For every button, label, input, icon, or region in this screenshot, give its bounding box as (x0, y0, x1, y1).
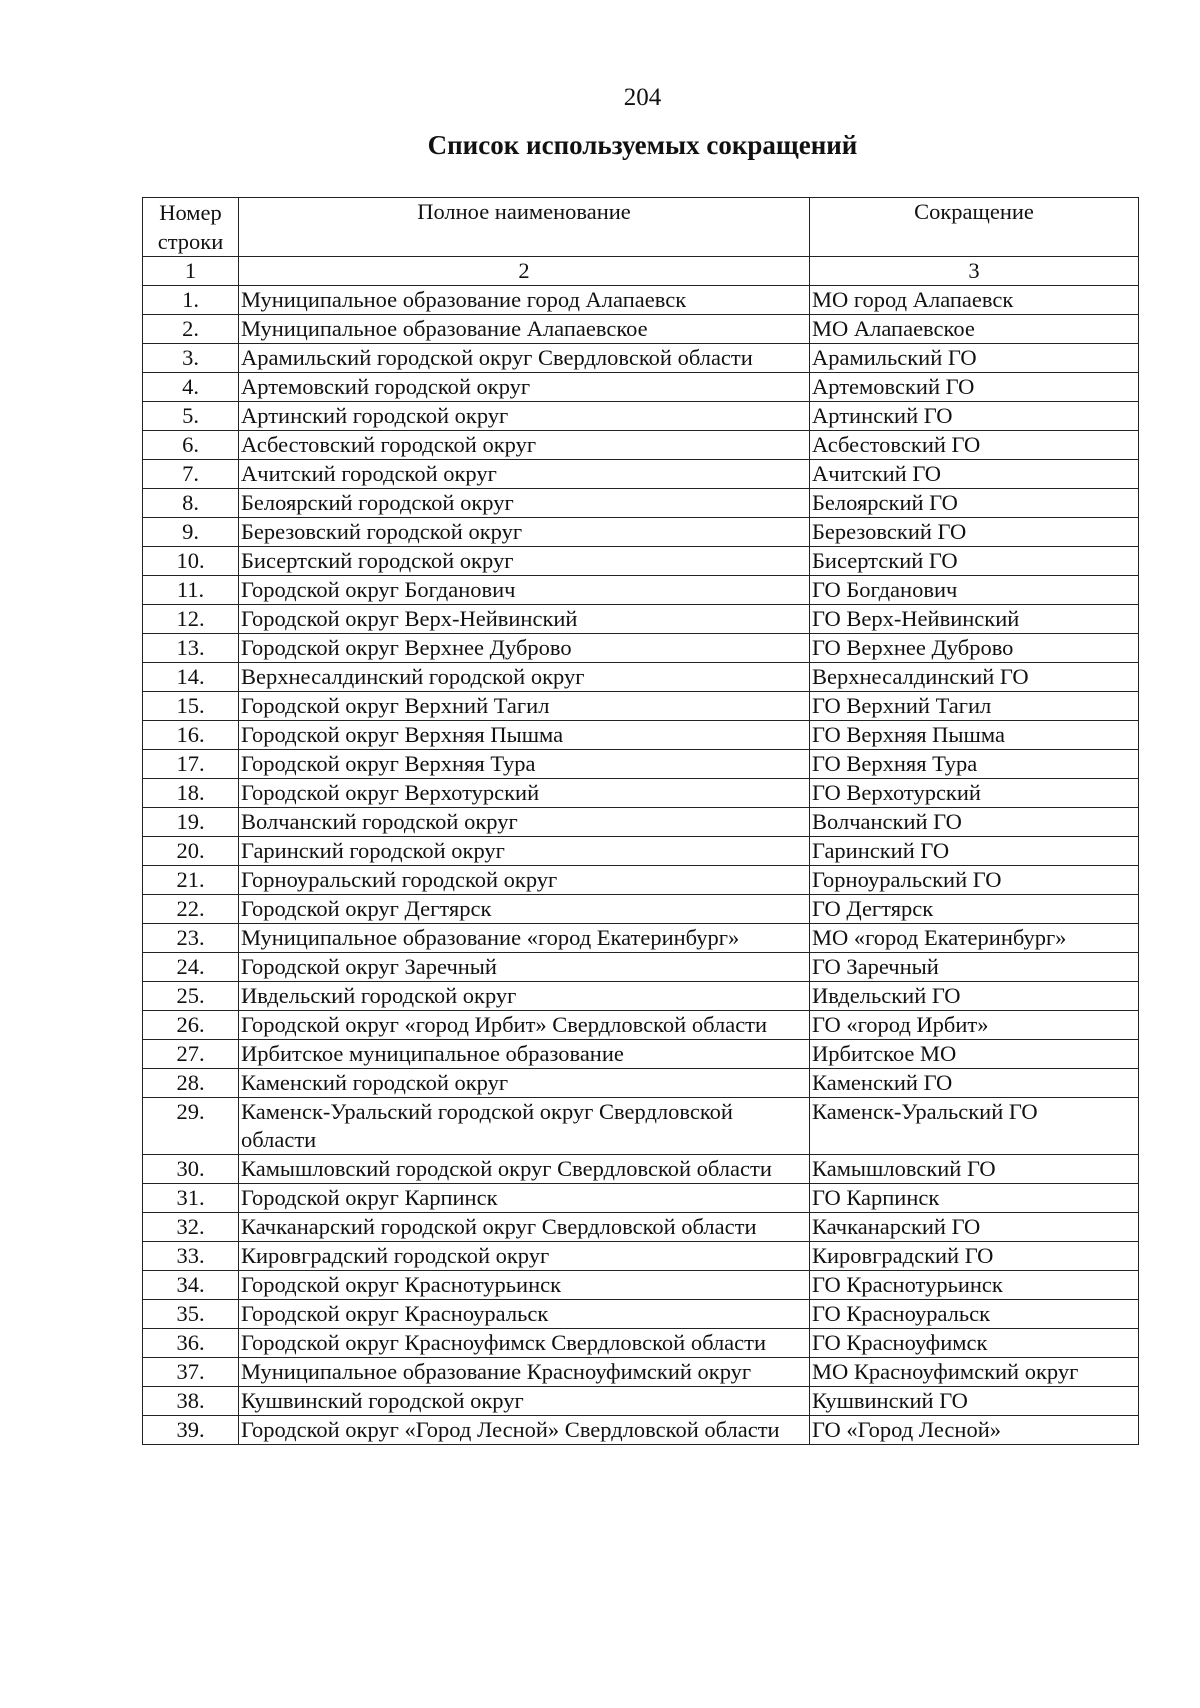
row-number-cell: 28. (143, 1069, 239, 1098)
table-row (143, 663, 1139, 692)
full-name-cell: Городской округ Карпинск (239, 1184, 810, 1213)
table-row (143, 605, 1139, 634)
table-row (143, 402, 1139, 431)
table-row (143, 866, 1139, 895)
column-index-1: 1 (143, 257, 239, 286)
full-name-cell: Ивдельский городской округ (239, 982, 810, 1011)
abbreviation-cell: Березовский ГО (810, 518, 1139, 547)
table-row (143, 1300, 1139, 1329)
row-number-cell: 12. (143, 605, 239, 634)
full-name-cell: Горноуральский городской округ (239, 866, 810, 895)
table-row (143, 1011, 1139, 1040)
abbreviation-cell: МО город Алапаевск (810, 286, 1139, 315)
abbreviations-table (142, 197, 1139, 1445)
table-row (143, 1416, 1139, 1445)
full-name-cell: Качканарский городской округ Свердловской области (239, 1213, 810, 1242)
table-body (143, 286, 1139, 1445)
row-number-cell: 10. (143, 547, 239, 576)
row-number-cell: 7. (143, 460, 239, 489)
table-row (143, 982, 1139, 1011)
table-row (143, 1069, 1139, 1098)
full-name-cell: Арамильский городской округ Свердловской области (239, 344, 810, 373)
full-name-cell: Городской округ «город Ирбит» Свердловской области (239, 1011, 810, 1040)
table-row (143, 895, 1139, 924)
full-name-cell: Каменск-Уральский городской округ Свердловской области (239, 1098, 810, 1155)
row-number-cell: 16. (143, 721, 239, 750)
full-name-cell: Городской округ Красноуральск (239, 1300, 810, 1329)
full-name-cell: Кушвинский городской округ (239, 1387, 810, 1416)
full-name-cell: Волчанский городской округ (239, 808, 810, 837)
table-row (143, 779, 1139, 808)
row-number-cell: 4. (143, 373, 239, 402)
row-number-cell: 23. (143, 924, 239, 953)
full-name-cell: Городской округ Красноуфимск Свердловской области (239, 1329, 810, 1358)
row-number-cell: 3. (143, 344, 239, 373)
column-index-row (143, 257, 1139, 286)
abbreviation-cell: Волчанский ГО (810, 808, 1139, 837)
full-name-cell: Ачитский городской округ (239, 460, 810, 489)
abbreviation-cell: Бисертский ГО (810, 547, 1139, 576)
full-name-cell: Городской округ Краснотурьинск (239, 1271, 810, 1300)
column-index-2: 2 (239, 257, 810, 286)
row-number-cell: 39. (143, 1416, 239, 1445)
abbreviation-cell: Горноуральский ГО (810, 866, 1139, 895)
abbreviation-cell: Каменск-Уральский ГО (810, 1098, 1139, 1155)
abbreviation-cell: Арамильский ГО (810, 344, 1139, 373)
table-row (143, 460, 1139, 489)
abbreviation-cell: Гаринский ГО (810, 837, 1139, 866)
table-row (143, 518, 1139, 547)
abbreviation-cell: ГО Красноуфимск (810, 1329, 1139, 1358)
table-row (143, 750, 1139, 779)
abbreviation-cell: Ирбитское МО (810, 1040, 1139, 1069)
row-number-cell: 31. (143, 1184, 239, 1213)
abbreviation-cell: Белоярский ГО (810, 489, 1139, 518)
table-row (143, 837, 1139, 866)
column-header-full-name: Полное наименование (239, 198, 810, 257)
full-name-cell: Камышловский городской округ Свердловской области (239, 1155, 810, 1184)
row-number-cell: 35. (143, 1300, 239, 1329)
full-name-cell: Артинский городской округ (239, 402, 810, 431)
row-number-cell: 18. (143, 779, 239, 808)
full-name-cell: Городской округ Верхний Тагил (239, 692, 810, 721)
abbreviation-cell: МО Алапаевское (810, 315, 1139, 344)
full-name-cell: Городской округ Верх-Нейвинский (239, 605, 810, 634)
full-name-cell: Городской округ Богданович (239, 576, 810, 605)
abbreviation-cell: ГО Верхняя Пышма (810, 721, 1139, 750)
row-number-cell: 6. (143, 431, 239, 460)
full-name-cell: Муниципальное образование Алапаевское (239, 315, 810, 344)
abbreviation-cell: Артинский ГО (810, 402, 1139, 431)
table-row (143, 1387, 1139, 1416)
row-number-cell: 17. (143, 750, 239, 779)
row-number-cell: 11. (143, 576, 239, 605)
row-number-cell: 20. (143, 837, 239, 866)
abbreviation-cell: ГО Краснотурьинск (810, 1271, 1139, 1300)
row-number-cell: 24. (143, 953, 239, 982)
full-name-cell: Артемовский городской округ (239, 373, 810, 402)
abbreviation-cell: Кировградский ГО (810, 1242, 1139, 1271)
abbreviation-cell: Кушвинский ГО (810, 1387, 1139, 1416)
abbreviation-cell: ГО «город Ирбит» (810, 1011, 1139, 1040)
full-name-cell: Городской округ Верхнее Дуброво (239, 634, 810, 663)
row-number-cell: 26. (143, 1011, 239, 1040)
abbreviation-cell: ГО Красноуральск (810, 1300, 1139, 1329)
table-header-row (143, 198, 1139, 257)
row-number-cell: 14. (143, 663, 239, 692)
abbreviation-cell: Артемовский ГО (810, 373, 1139, 402)
table-row (143, 924, 1139, 953)
abbreviation-cell: ГО Карпинск (810, 1184, 1139, 1213)
table-row (143, 1213, 1139, 1242)
full-name-cell: Муниципальное образование «город Екатеринбург» (239, 924, 810, 953)
table-row (143, 1242, 1139, 1271)
abbreviation-cell: Качканарский ГО (810, 1213, 1139, 1242)
table-row (143, 547, 1139, 576)
table-row (143, 1184, 1139, 1213)
abbreviation-cell: ГО Верхняя Тура (810, 750, 1139, 779)
abbreviation-cell: ГО Богданович (810, 576, 1139, 605)
full-name-cell: Каменский городской округ (239, 1069, 810, 1098)
abbreviation-cell: ГО Заречный (810, 953, 1139, 982)
table-row (143, 808, 1139, 837)
table-row (143, 1358, 1139, 1387)
full-name-cell: Белоярский городской округ (239, 489, 810, 518)
table-row (143, 1155, 1139, 1184)
abbreviation-cell: МО «город Екатеринбург» (810, 924, 1139, 953)
table-row (143, 286, 1139, 315)
full-name-cell: Муниципальное образование Красноуфимский округ (239, 1358, 810, 1387)
abbreviation-cell: ГО Верх-Нейвинский (810, 605, 1139, 634)
row-number-cell: 8. (143, 489, 239, 518)
row-number-cell: 32. (143, 1213, 239, 1242)
full-name-cell: Городской округ Верхотурский (239, 779, 810, 808)
full-name-cell: Муниципальное образование город Алапаевск (239, 286, 810, 315)
table-row (143, 576, 1139, 605)
abbreviation-cell: ГО Верхнее Дуброво (810, 634, 1139, 663)
row-number-cell: 27. (143, 1040, 239, 1069)
row-number-cell: 2. (143, 315, 239, 344)
full-name-cell: Кировградский городской округ (239, 1242, 810, 1271)
full-name-cell: Верхнесалдинский городской округ (239, 663, 810, 692)
table-row (143, 953, 1139, 982)
table-row (143, 634, 1139, 663)
page-number: 204 (623, 84, 662, 111)
abbreviation-cell: ГО «Город Лесной» (810, 1416, 1139, 1445)
table-row (143, 344, 1139, 373)
column-index-3: 3 (810, 257, 1139, 286)
table-row (143, 692, 1139, 721)
full-name-cell: Городской округ Дегтярск (239, 895, 810, 924)
table-row (143, 489, 1139, 518)
full-name-cell: Городской округ Верхняя Тура (239, 750, 810, 779)
column-header-row-number: Номер строки (143, 198, 239, 257)
abbreviation-cell: Каменский ГО (810, 1069, 1139, 1098)
table-row (143, 373, 1139, 402)
full-name-cell: Асбестовский городской округ (239, 431, 810, 460)
row-number-cell: 5. (143, 402, 239, 431)
full-name-cell: Городской округ Заречный (239, 953, 810, 982)
table-row (143, 1271, 1139, 1300)
abbreviation-cell: ГО Верхний Тагил (810, 692, 1139, 721)
row-number-cell: 19. (143, 808, 239, 837)
abbreviation-cell: ГО Верхотурский (810, 779, 1139, 808)
abbreviation-cell: Камышловский ГО (810, 1155, 1139, 1184)
full-name-cell: Ирбитское муниципальное образование (239, 1040, 810, 1069)
row-number-cell: 30. (143, 1155, 239, 1184)
abbreviation-cell: Верхнесалдинский ГО (810, 663, 1139, 692)
row-number-cell: 38. (143, 1387, 239, 1416)
full-name-cell: Березовский городской округ (239, 518, 810, 547)
table-row (143, 1329, 1139, 1358)
page-title: Список используемых сокращений (427, 130, 858, 160)
abbreviation-cell: ГО Дегтярск (810, 895, 1139, 924)
row-number-cell: 22. (143, 895, 239, 924)
table-row (143, 315, 1139, 344)
table-row (143, 1098, 1139, 1155)
row-number-cell: 21. (143, 866, 239, 895)
abbreviation-cell: Ивдельский ГО (810, 982, 1139, 1011)
table-row (143, 431, 1139, 460)
row-number-cell: 34. (143, 1271, 239, 1300)
row-number-cell: 15. (143, 692, 239, 721)
abbreviation-cell: МО Красноуфимский округ (810, 1358, 1139, 1387)
full-name-cell: Гаринский городской округ (239, 837, 810, 866)
row-number-cell: 37. (143, 1358, 239, 1387)
row-number-cell: 33. (143, 1242, 239, 1271)
row-number-cell: 9. (143, 518, 239, 547)
full-name-cell: Бисертский городской округ (239, 547, 810, 576)
row-number-cell: 13. (143, 634, 239, 663)
full-name-cell: Городской округ Верхняя Пышма (239, 721, 810, 750)
row-number-cell: 36. (143, 1329, 239, 1358)
table-row (143, 721, 1139, 750)
row-number-cell: 25. (143, 982, 239, 1011)
abbreviation-cell: Асбестовский ГО (810, 431, 1139, 460)
full-name-cell: Городской округ «Город Лесной» Свердловской области (239, 1416, 810, 1445)
row-number-cell: 29. (143, 1098, 239, 1155)
abbreviation-cell: Ачитский ГО (810, 460, 1139, 489)
table-row (143, 1040, 1139, 1069)
row-number-cell: 1. (143, 286, 239, 315)
column-header-abbreviation: Сокращение (810, 198, 1139, 257)
